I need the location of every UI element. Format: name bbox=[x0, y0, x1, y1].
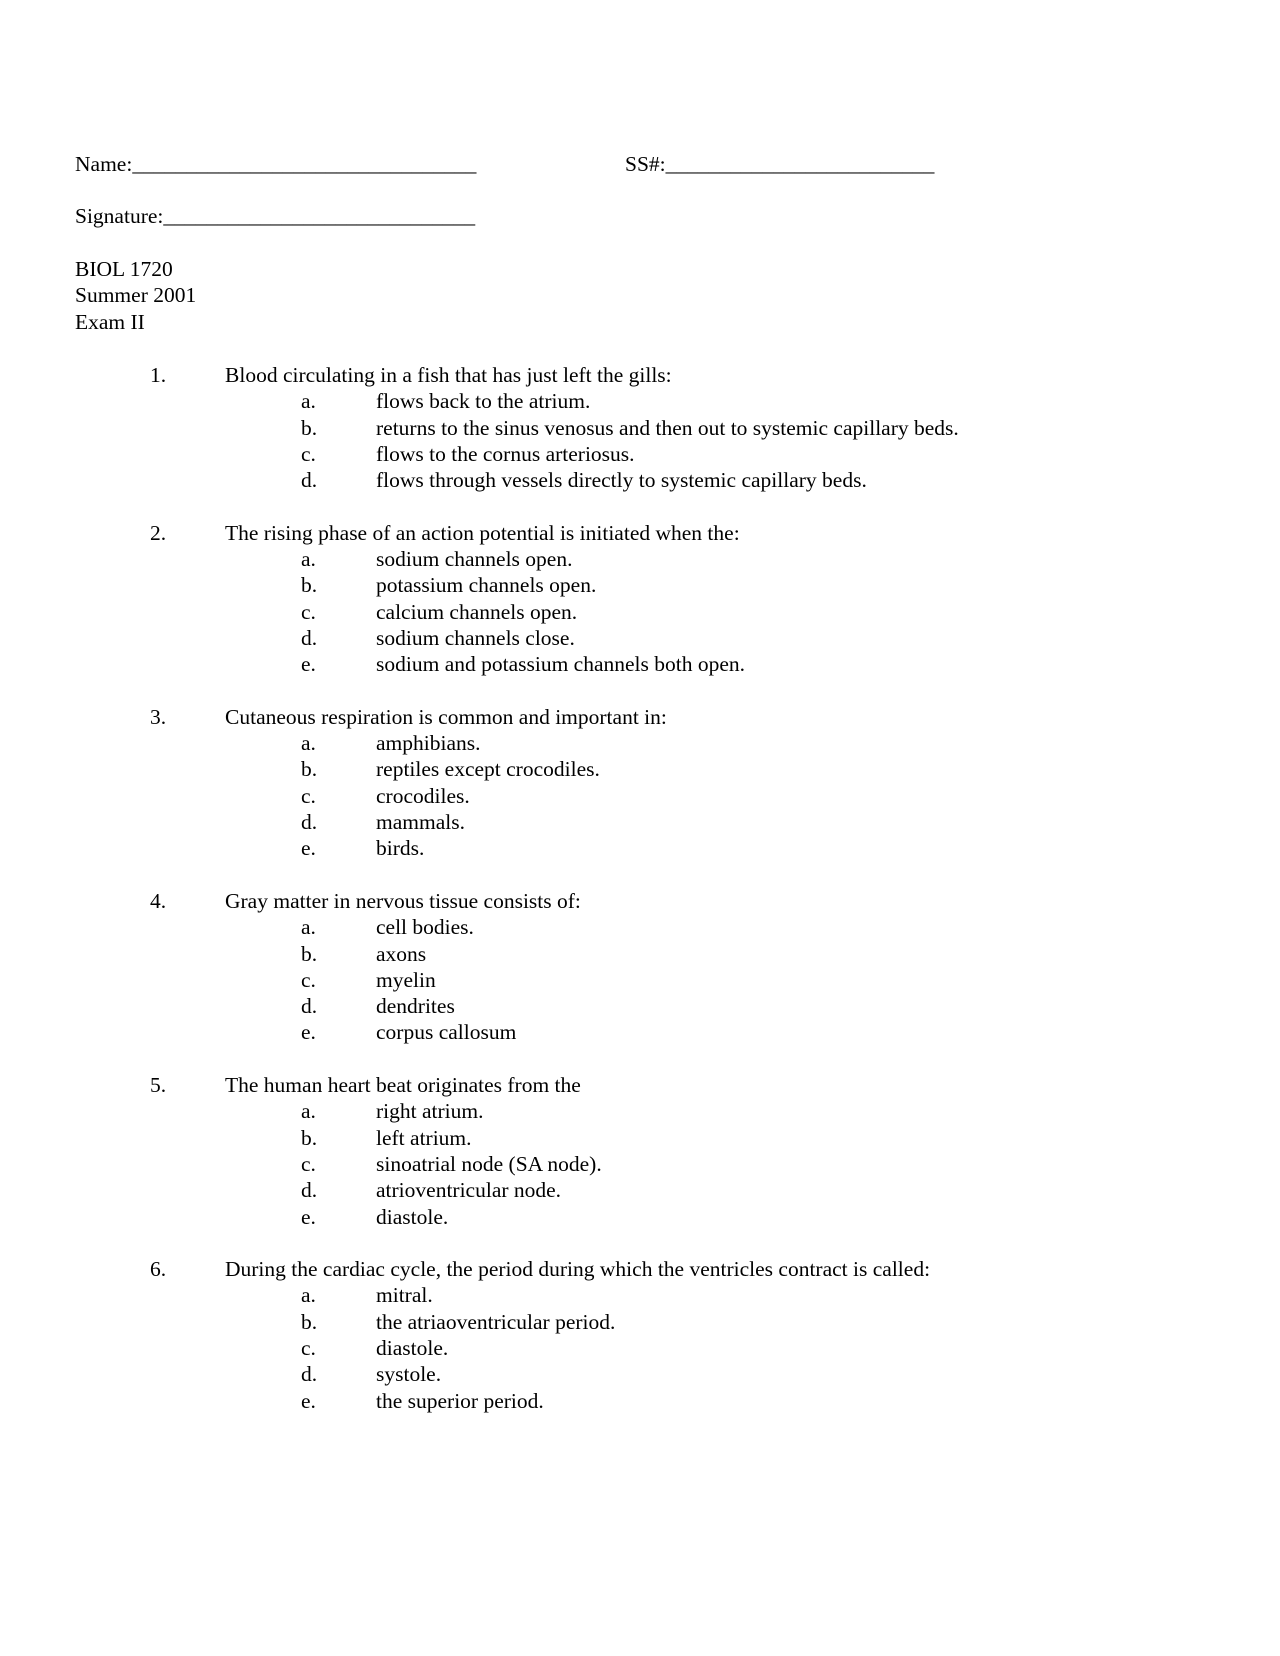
course-code: BIOL 1720 bbox=[75, 257, 173, 281]
question-number: 5. bbox=[150, 1073, 167, 1098]
option-letter: d. bbox=[301, 994, 318, 1019]
question-number: 2. bbox=[150, 520, 167, 545]
option-text: amphibians. bbox=[376, 731, 481, 756]
answer-option[interactable] bbox=[0, 1309, 1280, 1335]
option-text: flows back to the atrium. bbox=[376, 389, 591, 414]
answer-option[interactable] bbox=[0, 651, 1280, 677]
option-text: myelin bbox=[376, 967, 436, 992]
option-letter: a. bbox=[301, 547, 316, 572]
question-item bbox=[0, 1072, 1280, 1230]
answer-option[interactable] bbox=[0, 1388, 1280, 1414]
ss-field[interactable] bbox=[625, 151, 934, 177]
option-text: returns to the sinus venosus and then out to systemic capillary beds. bbox=[376, 415, 959, 440]
option-letter: a. bbox=[301, 1283, 316, 1308]
option-text: flows to the cornus arteriosus. bbox=[376, 441, 635, 466]
answer-option[interactable] bbox=[0, 914, 1280, 940]
question-list bbox=[0, 362, 1280, 1440]
question-text: Gray matter in nervous tissue consists of: bbox=[225, 888, 581, 913]
option-letter: a. bbox=[301, 389, 316, 414]
option-text: left atrium. bbox=[376, 1125, 472, 1150]
answer-option[interactable] bbox=[0, 783, 1280, 809]
option-text: atrioventricular node. bbox=[376, 1178, 562, 1203]
question-text: The rising phase of an action potential is initiated when the: bbox=[225, 520, 740, 545]
question-stem bbox=[0, 520, 1280, 546]
option-letter: b. bbox=[301, 415, 318, 440]
option-letter: c. bbox=[301, 599, 316, 624]
option-letter: e. bbox=[301, 836, 316, 861]
option-letter: b. bbox=[301, 941, 318, 966]
option-letter: c. bbox=[301, 1151, 316, 1176]
question-number: 6. bbox=[150, 1257, 167, 1282]
option-letter: d. bbox=[301, 1362, 318, 1387]
option-text: systole. bbox=[376, 1362, 442, 1387]
question-item bbox=[0, 362, 1280, 493]
option-text: cell bodies. bbox=[376, 915, 474, 940]
option-letter: b. bbox=[301, 573, 318, 598]
option-text: sinoatrial node (SA node). bbox=[376, 1151, 602, 1176]
answer-option[interactable] bbox=[0, 1019, 1280, 1045]
answer-option[interactable] bbox=[0, 1098, 1280, 1124]
question-text: The human heart beat originates from the bbox=[225, 1073, 581, 1098]
option-letter: c. bbox=[301, 1335, 316, 1360]
answer-option[interactable] bbox=[0, 730, 1280, 756]
option-text: diastole. bbox=[376, 1335, 449, 1360]
option-text: right atrium. bbox=[376, 1099, 484, 1124]
option-letter: a. bbox=[301, 731, 316, 756]
option-letter: d. bbox=[301, 1178, 318, 1203]
option-letter: e. bbox=[301, 1020, 316, 1045]
option-letter: c. bbox=[301, 783, 316, 808]
question-number: 1. bbox=[150, 363, 167, 387]
question-number: 3. bbox=[150, 704, 167, 729]
answer-option[interactable] bbox=[0, 1151, 1280, 1177]
option-letter: e. bbox=[301, 1388, 316, 1413]
question-item bbox=[0, 704, 1280, 862]
question-stem bbox=[0, 1072, 1280, 1098]
answer-option[interactable] bbox=[0, 967, 1280, 993]
answer-option[interactable] bbox=[0, 1361, 1280, 1387]
ss-label: SS#: bbox=[625, 152, 666, 176]
answer-option[interactable] bbox=[0, 835, 1280, 861]
option-text: corpus callosum bbox=[376, 1020, 517, 1045]
option-text: potassium channels open. bbox=[376, 573, 597, 598]
signature-label: Signature: bbox=[75, 204, 164, 228]
option-text: crocodiles. bbox=[376, 783, 470, 808]
option-text: dendrites bbox=[376, 994, 455, 1019]
question-stem bbox=[0, 1256, 1280, 1282]
answer-option[interactable] bbox=[0, 941, 1280, 967]
option-letter: e. bbox=[301, 652, 316, 677]
signature-field[interactable] bbox=[75, 203, 475, 229]
option-letter: d. bbox=[301, 468, 318, 493]
question-item bbox=[0, 520, 1280, 678]
option-text: diastole. bbox=[376, 1204, 449, 1229]
question-item bbox=[0, 888, 1280, 1046]
name-field[interactable] bbox=[75, 151, 476, 177]
signature-blank[interactable]: _____________________________ bbox=[163, 204, 476, 228]
option-text: mitral. bbox=[376, 1283, 433, 1308]
question-stem bbox=[0, 888, 1280, 914]
name-label: Name: bbox=[75, 152, 133, 176]
option-letter: c. bbox=[301, 967, 316, 992]
option-letter: b. bbox=[301, 1309, 318, 1334]
option-letter: a. bbox=[301, 915, 316, 940]
option-letter: e. bbox=[301, 1204, 316, 1229]
option-letter: a. bbox=[301, 1099, 316, 1124]
course-info bbox=[75, 256, 196, 335]
option-text: sodium and potassium channels both open. bbox=[376, 652, 746, 677]
option-text: calcium channels open. bbox=[376, 599, 578, 624]
option-text: the superior period. bbox=[376, 1388, 544, 1413]
answer-option[interactable] bbox=[0, 1177, 1280, 1203]
answer-option[interactable] bbox=[0, 1204, 1280, 1230]
option-text: sodium channels open. bbox=[376, 547, 573, 572]
option-letter: b. bbox=[301, 757, 318, 782]
answer-option[interactable] bbox=[0, 809, 1280, 835]
course-term: Summer 2001 bbox=[75, 283, 197, 308]
answer-option[interactable] bbox=[0, 467, 1280, 493]
answer-option[interactable] bbox=[0, 1125, 1280, 1151]
option-letter: d. bbox=[301, 625, 318, 650]
answer-option[interactable] bbox=[0, 756, 1280, 782]
option-text: reptiles except crocodiles. bbox=[376, 757, 600, 782]
answer-option[interactable] bbox=[0, 441, 1280, 467]
answer-option[interactable] bbox=[0, 572, 1280, 598]
ss-blank[interactable]: _________________________ bbox=[665, 152, 935, 176]
question-stem bbox=[0, 704, 1280, 730]
option-text: birds. bbox=[376, 836, 425, 861]
question-item bbox=[0, 1256, 1280, 1414]
answer-option[interactable] bbox=[0, 1335, 1280, 1361]
option-letter: d. bbox=[301, 810, 318, 835]
question-text: During the cardiac cycle, the period during which the ventricles contract is called: bbox=[225, 1257, 931, 1282]
question-number: 4. bbox=[150, 888, 167, 913]
answer-option[interactable] bbox=[0, 388, 1280, 414]
option-letter: b. bbox=[301, 1125, 318, 1150]
question-stem bbox=[0, 362, 1280, 388]
name-blank[interactable]: ________________________________ bbox=[132, 152, 477, 176]
option-text: axons bbox=[376, 941, 427, 966]
option-text: the atriaoventricular period. bbox=[376, 1309, 616, 1334]
question-text: Blood circulating in a fish that has just left the gills: bbox=[225, 363, 672, 387]
option-text: flows through vessels directly to systemic capillary beds. bbox=[376, 468, 867, 493]
answer-option[interactable] bbox=[0, 546, 1280, 572]
question-text: Cutaneous respiration is common and important in: bbox=[225, 704, 667, 729]
option-letter: c. bbox=[301, 441, 316, 466]
answer-option[interactable] bbox=[0, 625, 1280, 651]
option-text: mammals. bbox=[376, 810, 465, 835]
answer-option[interactable] bbox=[0, 415, 1280, 441]
option-text: sodium channels close. bbox=[376, 625, 575, 650]
answer-option[interactable] bbox=[0, 993, 1280, 1019]
exam-title: Exam II bbox=[75, 309, 145, 334]
answer-option[interactable] bbox=[0, 599, 1280, 625]
answer-option[interactable] bbox=[0, 1282, 1280, 1308]
